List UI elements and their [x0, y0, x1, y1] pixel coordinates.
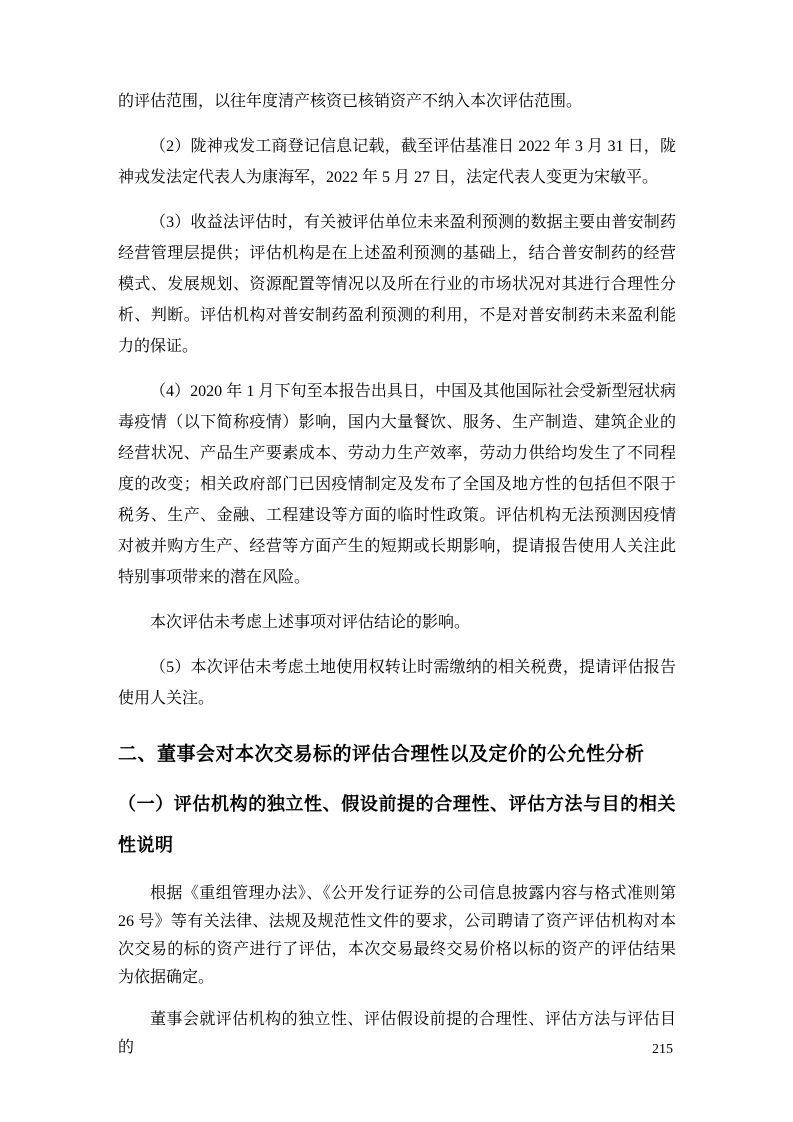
paragraph-no-impact: 本次评估未考虑上述事项对评估结论的影响。 — [150, 614, 471, 631]
page-content — [118, 86, 676, 1062]
page-number: 215 — [652, 1042, 673, 1057]
paragraph-basis: 根据《重组管理办法》、《公开发行证券的公司信息披露内容与格式准则第 26 号》等有关法律、法规及规范性文件的要求，公司聘请了资产评估机构对本次交易的标的资产进行了评估，本次交易最终交易价格以标的资产的评估结果为依据确定。 — [118, 885, 676, 986]
section-heading-2: 二、董事会对本次交易标的评估合理性以及定价的公允性分析 — [118, 744, 645, 765]
paragraph-item-3: （3）收益法评估时，有关被评估单位未来盈利预测的数据主要由普安制药经营管理层提供；评估机构是在上述盈利预测的基础上，结合普安制药的经营模式、发展规划、资源配置等情况以及所在行业的市场状况对其进行合理性分析、判断。评估机构对普安制药盈利预测的利用，不是对普安制药未来盈利能力的保证。 — [118, 214, 676, 355]
paragraph-board-truncated: 董事会就评估机构的独立性、评估假设前提的合理性、评估方法与评估目的 — [118, 1011, 676, 1056]
paragraph-continuation-scope: 的评估范围，以往年度清产核资已核销资产不纳入本次评估范围。 — [118, 93, 583, 110]
paragraph-item-5: （5）本次评估未考虑土地使用权转让时需缴纳的相关税费，提请评估报告使用人关注。 — [118, 659, 676, 707]
paragraph-item-2: （2）陇神戎发工商登记信息记载，截至评估基准日 2022 年 3 月 31 日，陇神戎发法定代表人为康海军，2022 年 5 月 27 日，法定代表人变更为宋敏平。 — [118, 138, 676, 186]
subsection-heading-2-1: （一）评估机构的独立性、假设前提的合理性、评估方法与目的相关性说明 — [118, 794, 676, 855]
paragraph-item-4: （4）2020 年 1 月下旬至本报告出具日，中国及其他国际社会受新型冠状病毒疫情（以下简称疫情）影响，国内大量餐饮、服务、生产制造、建筑企业的经营状况、产品生产要素成本、劳动力生产效率，劳动力供给均发生了不同程度的改变；相关政府部门已因疫情制定及发布了全国及地方性的包括但不限于税务、生产、金融、工程建设等方面的临时性政策。评估机构无法预测因疫情对被并购方生产、经营等方面产生的短期或长期影响，提请报告使用人关注此特别事项带来的潜在风险。 — [118, 383, 676, 586]
